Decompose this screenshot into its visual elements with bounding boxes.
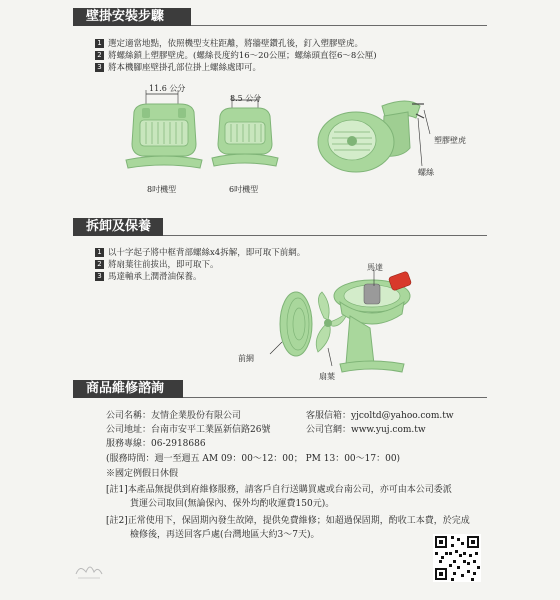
section1-step-3 [95,61,261,73]
section2-step-2 [95,258,219,270]
fan-6inch-back-illustration [210,92,280,182]
note2-line2: 檢修後，再送回客戶處(台灣地區大約3～7天)。 [130,530,320,540]
step-number: 1 [95,39,104,48]
section2-step-1 [95,246,305,258]
step-number: 3 [95,272,104,281]
caption-6inch-model: 6吋機型 [229,185,259,194]
caption-8inch-model: 8吋機型 [147,185,177,194]
step-text: 馬達軸承上潤滑油保養。 [108,272,202,282]
callout-fan-blade: 扇葉 [319,372,335,381]
holiday-note: ※國定例假日休假 [106,469,179,479]
callout-front-grille: 前網 [238,354,254,363]
section1-step-1 [95,37,363,49]
step-text: 將螺絲鎖上塑膠壁虎。(螺絲長度約16～20公厘；螺絲頭直徑6～8公厘) [108,51,377,61]
fan-disassembly-illustration [262,268,422,380]
callout-motor: 馬達 [367,263,383,272]
dimension-label-8inch: 11.6 公分 [149,84,186,93]
step-number: 2 [95,51,104,60]
section1-rule [191,25,487,26]
service-hours: (服務時間：週一至週五 AM 09：00～12：00； PM 13：00～17：00) [106,454,401,464]
dimension-label-6inch: 8.5 公分 [230,94,262,103]
section1-step-2 [95,49,377,61]
note1-line1: [註1]本產品無提供到府維修服務，請客戶自行送購買處或台南公司，亦可由本公司委派 [106,485,452,495]
section3-rule [183,397,487,398]
section2-step-3 [95,270,202,282]
note2-line1: [註2]正常使用下，保固期內發生故障，提供免費維修；如超過保固期，酌收工本費，於完成 [106,516,470,526]
section3-title: 商品維修諮詢 [86,381,165,396]
service-email: 客服信箱：yjcoltd@yahoo.com.tw [306,411,454,421]
faint-stamp-mark [74,560,104,582]
note1-line2: 貨運公司取回(無論保內、保外均酌收運費150元)。 [130,499,335,509]
callout-wall-anchor: 塑膠壁虎 [434,136,466,145]
step-text: 選定適當地點，依照機型支柱距離，將牆壁鑽孔後，釘入塑膠壁虎。 [108,39,364,49]
step-number: 2 [95,260,104,269]
step-text: 將本機腳座壁掛孔部位掛上螺絲處即可。 [108,63,262,73]
step-number: 3 [95,63,104,72]
section2-title: 拆卸及保養 [86,219,152,234]
company-name: 公司名稱：友情企業股份有限公司 [106,411,242,421]
section2-rule [163,235,487,236]
company-website: 公司官網：www.yuj.com.tw [306,425,426,435]
section1-title: 壁掛安裝步驟 [86,9,165,24]
qr-code-icon [433,534,481,582]
step-text: 將扇葉往前拔出，即可取下。 [108,260,219,270]
callout-screw: 螺絲 [418,168,434,177]
step-number: 1 [95,248,104,257]
company-address: 公司地址：台南市安平工業區新信路26號 [106,425,271,435]
fan-8inch-back-illustration [122,82,207,182]
step-text: 以十字起子將中框背部螺絲x4拆解，即可取下前網。 [108,248,306,258]
service-hotline: 服務專線：06-2918686 [106,439,206,449]
